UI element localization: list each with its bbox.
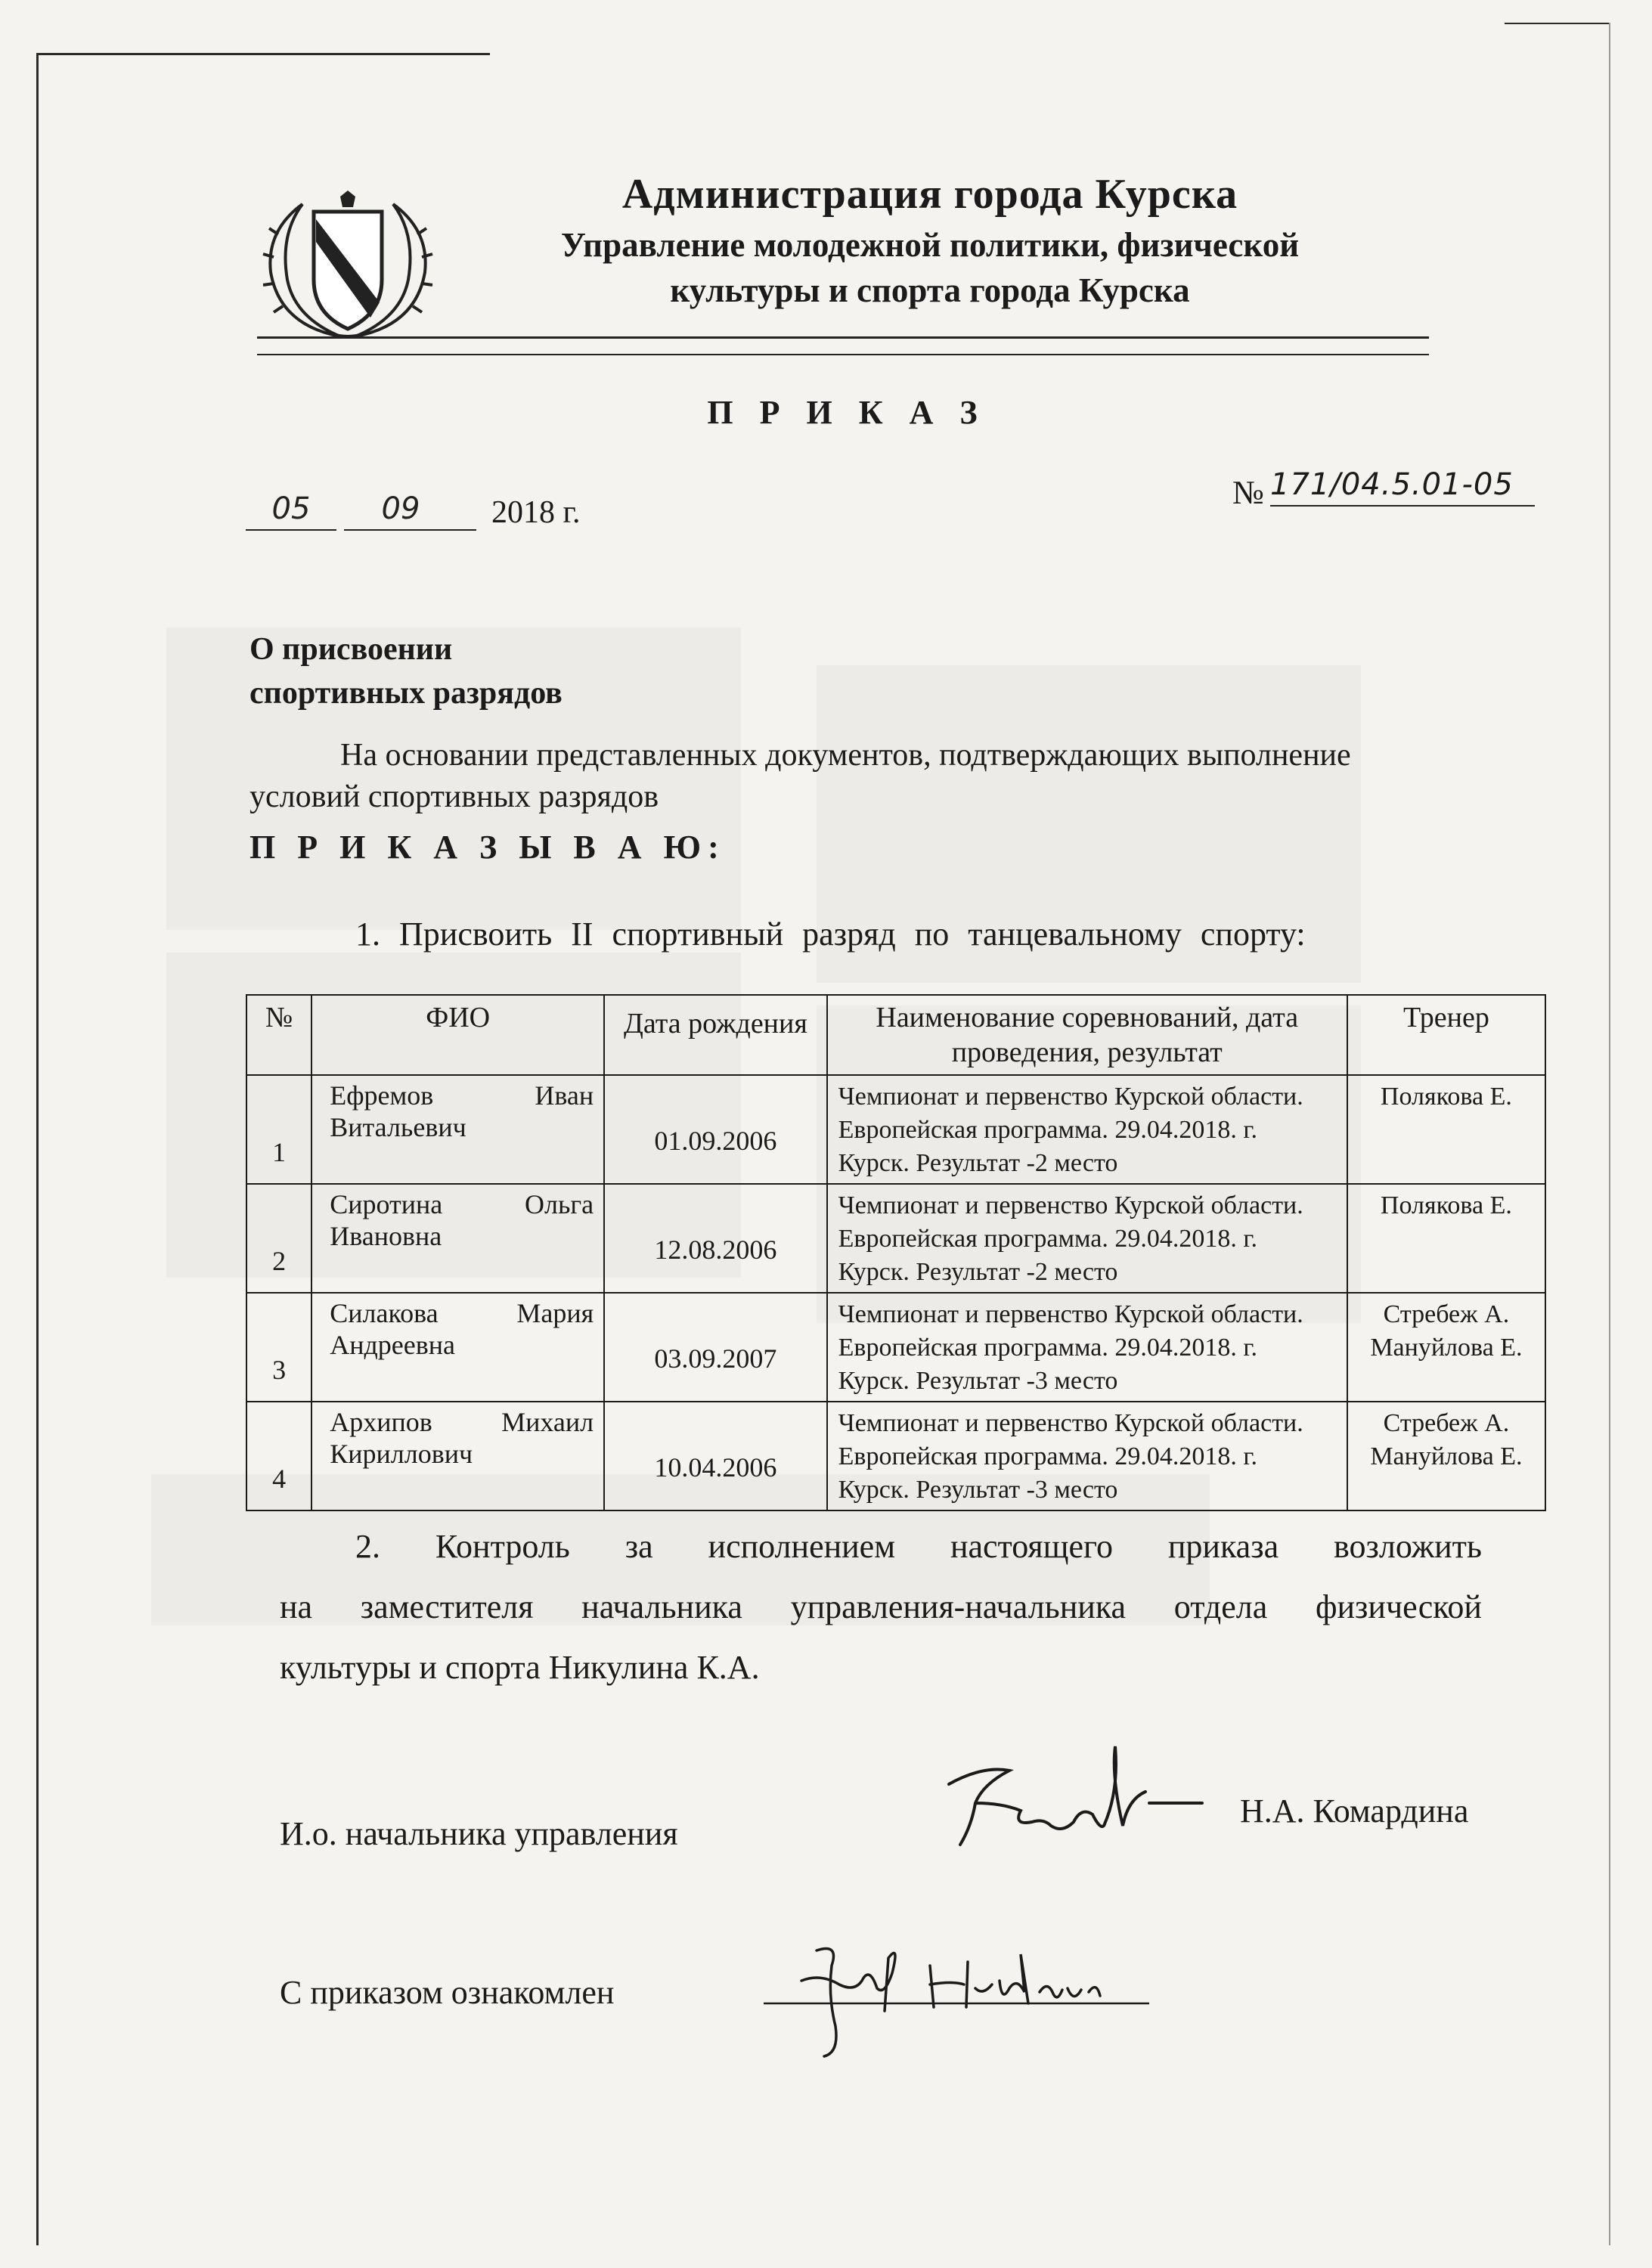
competition-line: Европейская программа. 29.04.2018. г. bbox=[838, 1225, 1257, 1253]
coach-line: Полякова Е. bbox=[1380, 1191, 1512, 1219]
date-month: 09 bbox=[381, 491, 420, 526]
item-2-word: 2. bbox=[355, 1528, 380, 1565]
header-competition: Наименование соревнований, дата проведения, результат bbox=[827, 995, 1347, 1075]
item-2-word: физической bbox=[1315, 1588, 1482, 1625]
row-number: 1 bbox=[246, 1075, 311, 1184]
competition-line: Чемпионат и первенство Курской области. bbox=[838, 1083, 1303, 1111]
competition-line: Чемпионат и первенство Курской области. bbox=[838, 1409, 1303, 1437]
table-row bbox=[246, 1402, 1545, 1510]
fio-surname: Ефремов bbox=[330, 1080, 434, 1111]
basis-text: На основании представленных документов, подтверждающих выполнение bbox=[340, 738, 1351, 773]
kursk-coat-of-arms-icon bbox=[257, 189, 439, 344]
scan-edge bbox=[36, 53, 490, 55]
signatory-role: И.о. начальника управления bbox=[280, 1815, 678, 1852]
handwritten-signature-icon bbox=[930, 1731, 1217, 1867]
fio-patronymic: Андреевна bbox=[330, 1330, 455, 1360]
item-2-line1 bbox=[355, 1527, 1482, 1566]
header-fio: ФИО bbox=[311, 995, 604, 1075]
row-number: 3 bbox=[246, 1293, 311, 1402]
row-coach bbox=[1347, 1402, 1545, 1510]
header-dob: Дата рождения bbox=[604, 995, 827, 1075]
fio-patronymic: Ивановна bbox=[330, 1221, 442, 1251]
order-word: П Р И К А З Ы В А Ю: bbox=[250, 829, 726, 866]
date-year: 2018 г. bbox=[491, 495, 581, 530]
item-2-line2 bbox=[280, 1588, 1482, 1626]
row-coach bbox=[1347, 1293, 1545, 1402]
document-title: П Р И К А З bbox=[707, 394, 987, 431]
scan-edge bbox=[1609, 23, 1610, 2245]
competition-line: Курск. Результат -2 место bbox=[838, 1258, 1118, 1286]
fio-name: Михаил bbox=[501, 1407, 594, 1437]
coach-line: Стребеж А. bbox=[1383, 1300, 1510, 1328]
number-sign: № bbox=[1232, 474, 1264, 511]
scan-edge bbox=[36, 53, 39, 2245]
fio-patronymic: Витальевич bbox=[330, 1112, 466, 1142]
item-2-word: Контроль bbox=[435, 1528, 570, 1565]
item-2-word: за bbox=[625, 1528, 653, 1565]
row-competition bbox=[827, 1075, 1347, 1184]
competition-line: Европейская программа. 29.04.2018. г. bbox=[838, 1442, 1257, 1470]
item-2-line3: культуры и спорта Никулина К.А. bbox=[280, 1649, 760, 1686]
competition-line: Европейская программа. 29.04.2018. г. bbox=[838, 1334, 1257, 1362]
header-coach: Тренер bbox=[1347, 995, 1545, 1075]
item-2-word: отдела bbox=[1173, 1588, 1268, 1625]
basis-text: условий спортивных разрядов bbox=[250, 779, 659, 814]
table-header-row bbox=[246, 995, 1545, 1075]
competition-line: Курск. Результат -3 место bbox=[838, 1367, 1118, 1395]
row-dob: 01.09.2006 bbox=[604, 1075, 827, 1184]
item-2-word: исполнением bbox=[708, 1528, 896, 1565]
row-coach bbox=[1347, 1075, 1545, 1184]
coach-line: Мануйлова Е. bbox=[1370, 1334, 1523, 1362]
row-number: 2 bbox=[246, 1184, 311, 1293]
number-underline bbox=[1270, 505, 1535, 507]
header-rule bbox=[257, 354, 1429, 355]
fio-surname: Силакова bbox=[330, 1298, 439, 1328]
competition-line: Курск. Результат -3 место bbox=[838, 1476, 1118, 1504]
fio-name: Ольга bbox=[525, 1189, 594, 1219]
fio-surname: Архипов bbox=[330, 1407, 432, 1437]
table-row bbox=[246, 1293, 1545, 1402]
coach-line: Мануйлова Е. bbox=[1370, 1442, 1523, 1470]
item-2-word: на bbox=[280, 1588, 313, 1625]
row-fio bbox=[311, 1293, 604, 1402]
scan-edge bbox=[1505, 23, 1610, 24]
row-number: 4 bbox=[246, 1402, 311, 1510]
row-fio bbox=[311, 1075, 604, 1184]
header-department-line2: культуры и спорта города Курска bbox=[670, 271, 1190, 309]
table-row bbox=[246, 1184, 1545, 1293]
date-day: 05 bbox=[271, 491, 311, 526]
row-fio bbox=[311, 1402, 604, 1510]
item-2-word: настоящего bbox=[950, 1528, 1113, 1565]
order-number: 171/04.5.01-05 bbox=[1270, 467, 1514, 502]
subject bbox=[250, 627, 563, 715]
item-2-word: приказа bbox=[1167, 1528, 1279, 1565]
table-row bbox=[246, 1075, 1545, 1184]
row-competition bbox=[827, 1402, 1347, 1510]
subject-line: спортивных разрядов bbox=[250, 676, 563, 711]
row-coach bbox=[1347, 1184, 1545, 1293]
coach-line: Полякова Е. bbox=[1380, 1083, 1512, 1111]
competition-line: Чемпионат и первенство Курской области. bbox=[838, 1191, 1303, 1219]
item-2-word: возложить bbox=[1334, 1528, 1482, 1565]
competition-line: Курск. Результат -2 место bbox=[838, 1149, 1118, 1177]
awardees-table bbox=[246, 994, 1546, 1511]
row-fio bbox=[311, 1184, 604, 1293]
item-2-word: начальника bbox=[581, 1588, 742, 1625]
item-2-word: заместителя bbox=[360, 1588, 534, 1625]
item-1: 1. Присвоить II спортивный разряд по танцевальному спорту: bbox=[355, 916, 1306, 953]
competition-line: Европейская программа. 29.04.2018. г. bbox=[838, 1116, 1257, 1144]
header-number: № bbox=[246, 995, 311, 1075]
row-competition bbox=[827, 1293, 1347, 1402]
fio-name: Иван bbox=[535, 1080, 594, 1111]
competition-line: Чемпионат и первенство Курской области. bbox=[838, 1300, 1303, 1328]
date-underline bbox=[344, 529, 476, 531]
header-department-line1: Управление молодежной политики, физической bbox=[560, 226, 1300, 264]
fio-name: Мария bbox=[516, 1298, 594, 1328]
header-organization: Администрация города Курска bbox=[621, 171, 1238, 218]
signatory-name: Н.А. Комардина bbox=[1240, 1792, 1469, 1830]
row-competition bbox=[827, 1184, 1347, 1293]
row-dob: 12.08.2006 bbox=[604, 1184, 827, 1293]
date-underline bbox=[246, 529, 336, 531]
coach-line: Стребеж А. bbox=[1383, 1409, 1510, 1437]
handwritten-signature-icon bbox=[756, 1920, 1164, 2064]
row-dob: 10.04.2006 bbox=[604, 1402, 827, 1510]
item-2-word: управления-начальника bbox=[790, 1588, 1127, 1625]
header-rule bbox=[257, 336, 1429, 339]
fio-surname: Сиротина bbox=[330, 1189, 443, 1219]
row-dob: 03.09.2007 bbox=[604, 1293, 827, 1402]
fio-patronymic: Кириллович bbox=[330, 1439, 473, 1469]
subject-line: О присвоении bbox=[250, 632, 453, 667]
acknowledged-label: С приказом ознакомлен bbox=[280, 1974, 615, 2011]
